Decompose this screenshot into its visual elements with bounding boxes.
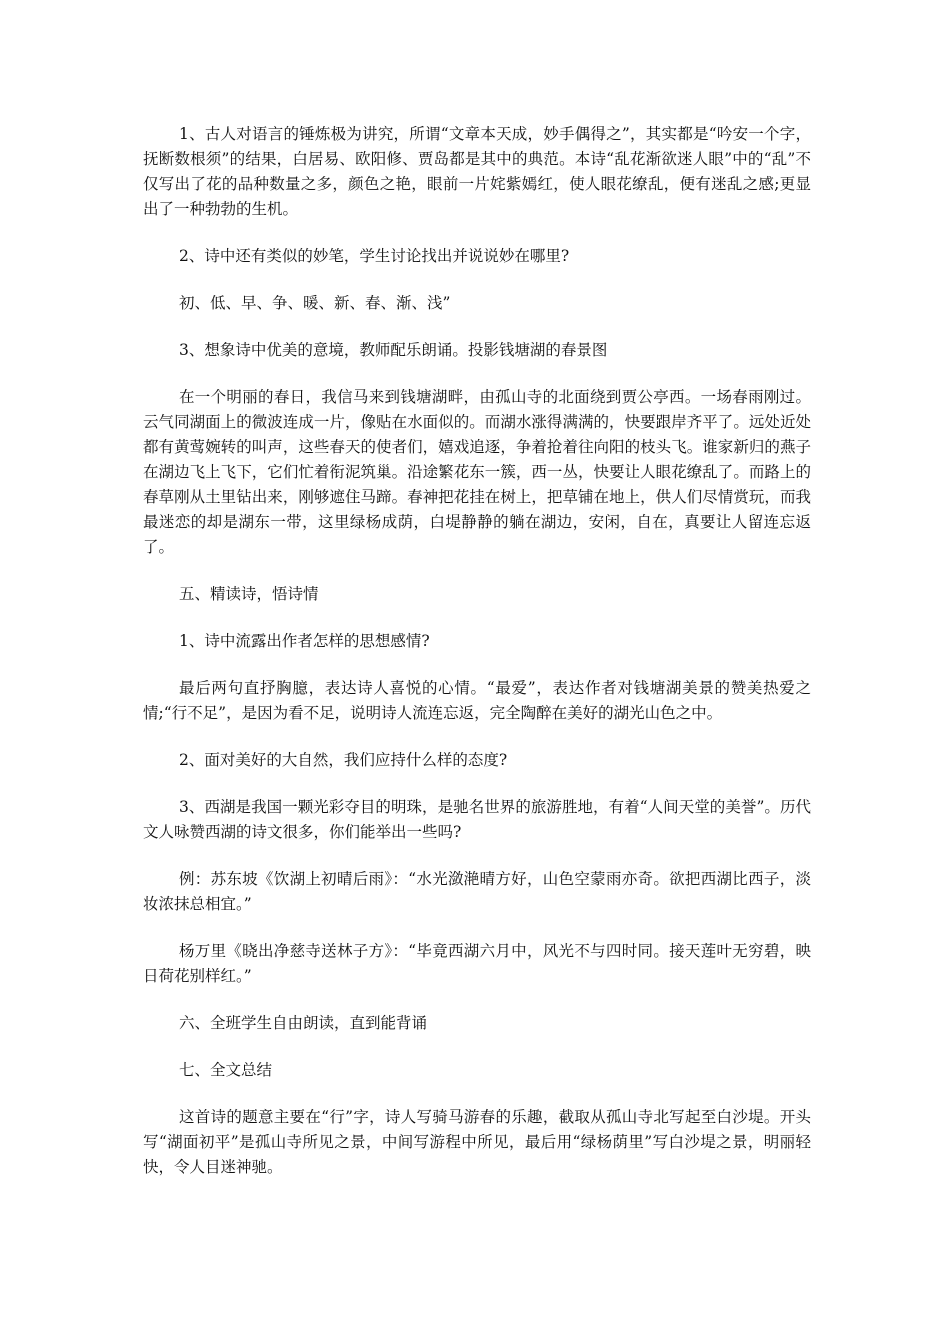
- paragraph-10: 3、西湖是我国一颗光彩夺目的明珠，是驰名世界的旅游胜地，有着“人间天堂的美誉”。历代文人咏赞西湖的诗文很多，你们能举出一些吗?: [143, 798, 811, 841]
- section-heading-7: 七、全文总结: [179, 1061, 273, 1079]
- paragraph-15: 这首诗的题意主要在“行”字，诗人写骑马游春的乐趣，截取从孤山寺北写起至白沙堤。开头写“湖面初平”是孤山寺所见之景，中间写游程中所见，最后用“绿杨荫里”写白沙堤之景，明丽轻快，令人目迷神驰。: [143, 1108, 811, 1176]
- paragraph-12: 杨万里《晓出净慈寺送林子方》：“毕竟西湖六月中，风光不与四时同。接天莲叶无穷碧，映日荷花别样红。”: [143, 942, 811, 985]
- paragraph-11: 例：苏东坡《饮湖上初晴后雨》：“水光潋滟晴方好，山色空蒙雨亦奇。欲把西湖比西子，淡妆浓抹总相宜。”: [143, 870, 811, 913]
- paragraph-7: 1、诗中流露出作者怎样的思想感情?: [179, 632, 430, 650]
- paragraph-2: 2、诗中还有类似的妙笔，学生讨论找出并说说妙在哪里?: [179, 247, 570, 265]
- paragraph-3: 初、低、早、争、暖、新、春、渐、浅”: [179, 294, 451, 312]
- paragraph-5: 在一个明丽的春日，我信马来到钱塘湖畔，由孤山寺的北面绕到贾公亭西。一场春雨刚过。云气同湖面上的微波连成一片，像贴在水面似的。而湖水涨得满满的，快要跟岸齐平了。远处近处都有黄莺婉转的叫声，这些春天的使者们，嬉戏追逐，争着抢着往向阳的枝头飞。谁家新归的燕子在湖边飞上飞下，它们忙着衔泥筑巢。沿途繁花东一簇，西一丛，快要让人眼花缭乱了。而路上的春草刚从土里钻出来，刚够遮住马蹄。春神把花挂在树上，把草铺在地上，供人们尽情赏玩，而我最迷恋的却是湖东一带，这里绿杨成荫，白堤静静的躺在湖边，安闲，自在，真要让人留连忘返了。: [143, 388, 811, 556]
- paragraph-4: 3、想象诗中优美的意境，教师配乐朗诵。投影钱塘湖的春景图: [179, 341, 608, 359]
- paragraph-1: 1、古人对语言的锤炼极为讲究，所谓“文章本天成，妙手偶得之”，其实都是“吟安一个字，抚断数根须”的结果，白居易、欧阳修、贾岛都是其中的典范。本诗“乱花渐欲迷人眼”中的“乱”不仅写出了花的品种数量之多，颜色之艳，眼前一片姹紫嫣红，使人眼花缭乱，便有迷乱之感;更显出了一种勃勃的生机。: [143, 125, 811, 218]
- section-heading-6: 六、全班学生自由朗读，直到能背诵: [179, 1014, 428, 1032]
- paragraph-8: 最后两句直抒胸臆，表达诗人喜悦的心情。“最爱”，表达作者对钱塘湖美景的赞美热爱之情;“行不足”，是因为看不足，说明诗人流连忘返，完全陶醉在美好的湖光山色之中。: [143, 679, 811, 722]
- paragraph-9: 2、面对美好的大自然，我们应持什么样的态度?: [179, 751, 508, 769]
- section-heading-5: 五、精读诗，悟诗情: [179, 585, 319, 603]
- document-body: [143, 122, 811, 1202]
